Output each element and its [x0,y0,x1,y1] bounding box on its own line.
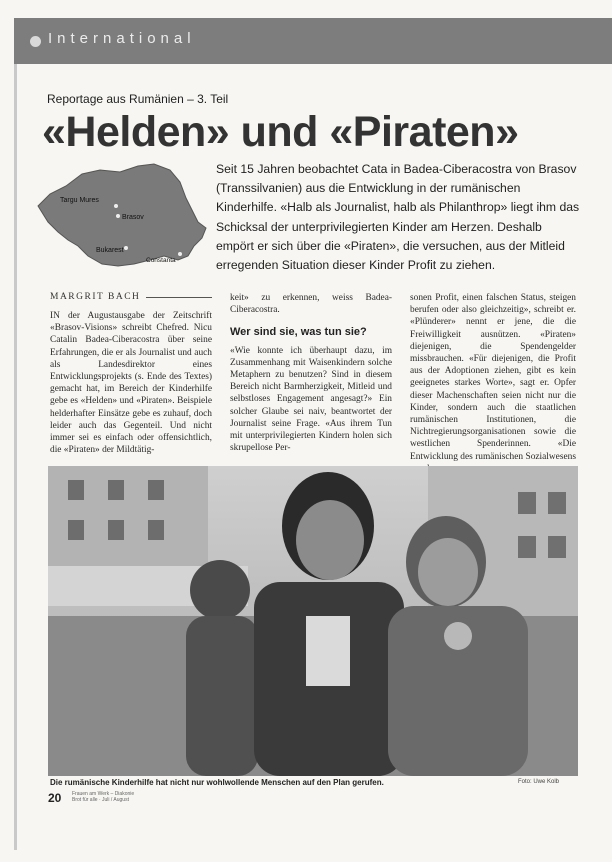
article-kicker: Reportage aus Rumänien – 3. Teil [47,92,229,106]
body-paragraph: IN der Augustausgabe der Zeitschrift «Brasov-Visions» schreibt Chefred. Nicu Catalin Badea-Ciberacostra über seine Erfahrungen, die er als Journalist und auch als Landesdirektor eines Entwicklungsprojekts (s. Ende des Textes) gemacht hat, im Bereich der Kinderhilfe gebe es «Helden» und «Piraten». Beispiele helderhafter Einsätze gebe es zuhauf, doch leider auch das Gegenteil. Und nicht immer sei es einfach oder offensichtlich, die «Piraten» der Mildtätig- [50,311,212,456]
body-column-3 [410,292,576,475]
section-label: International [48,30,196,47]
map-label-constanta: Constanta [146,257,176,264]
author-name: MARGRIT BACH [50,292,141,302]
city-marker [114,204,118,208]
section-bullet-icon [30,36,41,47]
map-label-brasov: Brasov [122,214,144,221]
margin-rule [14,64,17,850]
body-column-1 [50,310,212,456]
byline-rule [146,297,212,298]
photo-caption: Die rumänische Kinderhilfe hat nicht nur wohlwollende Menschen auf den Plan gerufen. [50,778,384,787]
photo-credit: Foto: Uwe Kolb [518,779,560,785]
section-subheading: Wer sind sie, was tun sie? [230,326,367,339]
body-column-2 [230,292,392,454]
article-lead: Seit 15 Jahren beobachtet Cata in Badea-Ciberacostra von Brasov (Transsilvanien) aus die Entwicklung in der rumänischen Kinderhilfe. «Halb als Journalist, halb als Philanthrop» liegt ihm das Schicksal der unterprivilegierten Kinder am Herzen. Deshalb empört er sich über die «Piraten», die versuchen, aus der Mitleid erregenden Situation dieser Kinder Profit zu ziehen. [216,162,580,273]
byline [50,292,212,302]
magazine-line: Brot für alle · Juli / August [72,797,129,803]
body-paragraph: keit» zu erkennen, weiss Badea-Ciberacostra. [230,293,392,316]
city-marker [178,252,182,256]
magazine-info [72,791,134,803]
map-label-targu-mures: Targu Mures [60,197,99,204]
article-photo [48,466,578,776]
article-title: «Helden» und «Piraten» [42,108,519,156]
city-marker [124,246,128,250]
romania-map [30,160,212,278]
body-paragraph: sonen Profit, einen falschen Status, steigen berufen oder also gleichzeitig», schreibt er. «Plünderer» nennt er jene, die die Freiwilligkeit ausnützen. «Piraten» diejenigen, die Spendengelder missbrauchen. «Für diejenigen, die Profit aus der Adoptionen ziehen, gibt es kein geeignetes starkes Worte», sagt er. Opfer dieser Machenschaften seien nicht nur die Kinder, sondern auch die staatlichen rumänischen Institutionen, die Nichtregierungsorganisationen sowie die westlichen Spenderinnen. «Die Entwicklung des rumänischen Sozialwesens [410,293,576,462]
page-number: 20 [48,791,62,805]
city-marker [116,214,120,218]
magazine-line: Frauen am Werk – Diakonie [72,791,135,797]
map-label-bukarest: Bukarest [96,247,124,254]
body-paragraph: «Wie konnte ich überhaupt dazu, im Zusammenhang mit Waisenkindern solche Metaphern zu benutzen? Sind in diesem Bereich nicht Barmherzigkeit, Mitleid und selbstloses Engagement angesagt?» Ein solcher Glaube sei naiv, beantwortet der Journalist seine Frage. «Aus ihrem Tun mit unterprivilegierten Kindern holen sich skrupellose Per- [230,345,392,454]
